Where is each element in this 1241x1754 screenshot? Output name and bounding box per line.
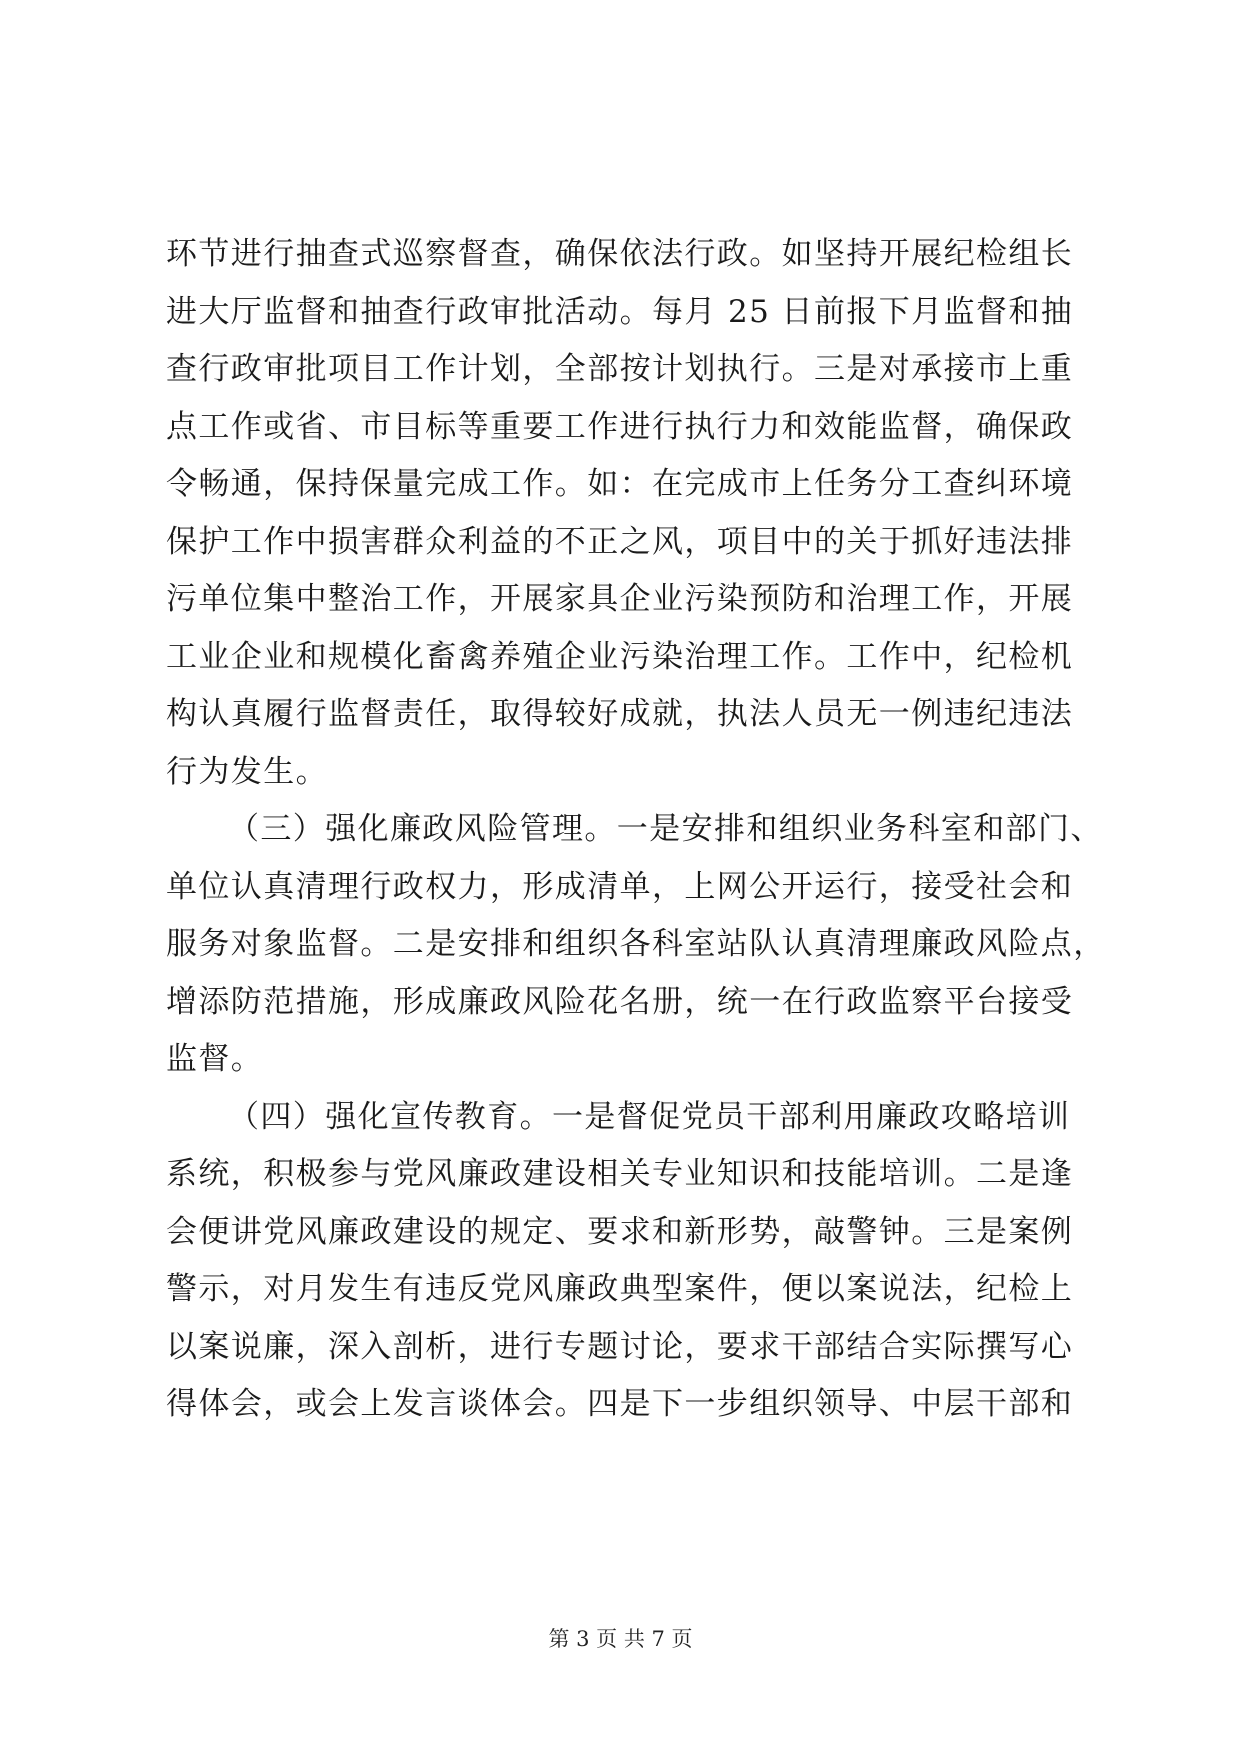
body-text (166, 226, 1106, 1434)
text-line-12: 单位认真清理行政权力，形成清单，上网公开运行，接受社会和 (166, 868, 1074, 905)
text-line-9: 构认真履行监督责任，取得较好成就，执法人员无一例违纪违法 (166, 696, 1074, 732)
text-line-14: 增添防范措施，形成廉政风险花名册，统一在行政监察平台接受 (166, 983, 1074, 1020)
text-line-4: 点工作或省、市目标等重要工作进行执行力和效能监督，确保政 (166, 408, 1074, 445)
text-line-21: 得体会，或会上发言谈体会。四是下一步组织领导、中层干部和 (166, 1386, 1074, 1422)
text-line-17: 系统，积极参与党风廉政建设相关专业知识和技能培训。二是逢 (166, 1156, 1074, 1192)
text-line-18: 会便讲党风廉政建设的规定、要求和新形势，敲警钟。三是案例 (166, 1213, 1074, 1250)
text-line-1: 环节进行抽查式巡察督查，确保依法行政。如坚持开展纪检组长 (166, 236, 1074, 272)
page-number: 第 3 页 共 7 页 (548, 1627, 693, 1651)
text-line-3: 查行政审批项目工作计划，全部按计划执行。三是对承接市上重 (166, 351, 1074, 387)
text-line-15: 监督。 (166, 1041, 264, 1077)
text-line-16: （四）强化宣传教育。一是督促党员干部利用廉政攻略培训 (228, 1098, 1071, 1135)
text-line-13: 服务对象监督。二是安排和组织各科室站队认真清理廉政风险点， (166, 926, 1106, 962)
text-line-20: 以案说廉，深入剖析，进行专题讨论，要求干部结合实际撰写心 (166, 1328, 1074, 1365)
text-line-6: 保护工作中损害群众利益的不正之风，项目中的关于抓好违法排 (166, 523, 1074, 560)
text-line-11: （三）强化廉政风险管理。一是安排和组织业务科室和部门、 (228, 811, 1103, 847)
text-line-8: 工业企业和规模化畜禽养殖企业污染治理工作。工作中，纪检机 (166, 638, 1074, 675)
text-line-19: 警示，对月发生有违反党风廉政典型案件，便以案说法，纪检上 (166, 1271, 1074, 1307)
text-line-10: 行为发生。 (166, 753, 328, 790)
text-line-5: 令畅通，保持保量完成工作。如：在完成市上任务分工查纠环境 (166, 466, 1074, 502)
text-line-2: 进大厅监督和抽查行政审批活动。每月 25 日前报下月监督和抽 (166, 293, 1074, 330)
text-line-7: 污单位集中整治工作，开展家具企业污染预防和治理工作，开展 (166, 581, 1074, 617)
